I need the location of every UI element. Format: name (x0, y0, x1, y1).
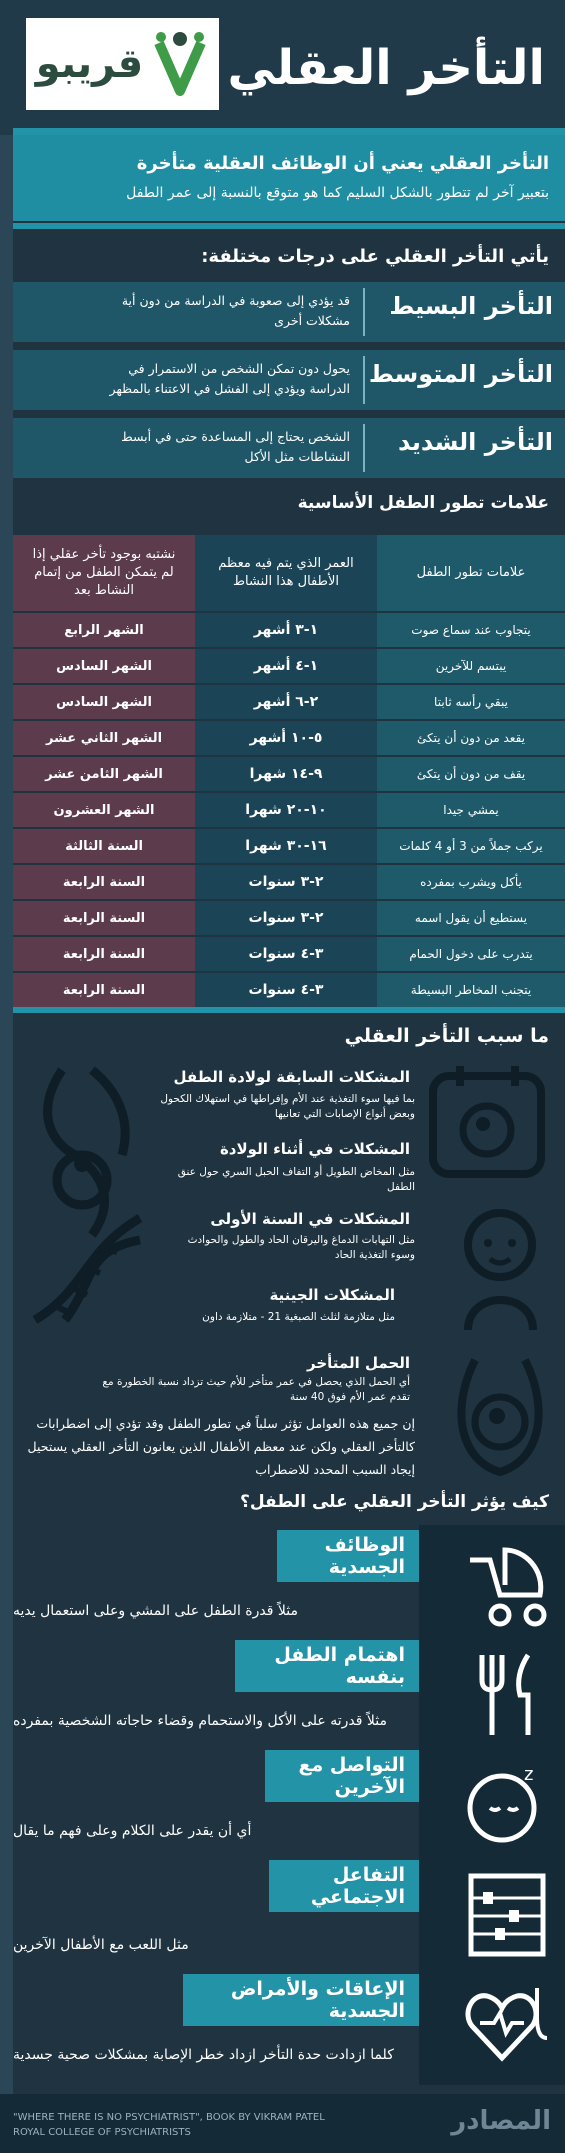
cause-desc: مثل المخاض الطويل أو التفاف الحبل السري حول عنق الطفل (177, 1166, 415, 1193)
effect-desc: كلما ازدادت حدة التأخر ازداد خطر الإصابة بمشكلات صحية جسدية (13, 2047, 394, 2063)
causes-heading: ما سبب التأخر العقلي (344, 1025, 549, 1047)
table-row (13, 973, 565, 1007)
table-row (13, 649, 565, 683)
milestone-suspect: الشهر العشرون (13, 793, 195, 827)
cause-desc: مثل التهابات الدماغ واليرقان الحاد والطول والحوادث وسوء التغذية الحاد (187, 1234, 415, 1261)
milestone-sign: يستطيع أن يقول اسمه (377, 901, 565, 935)
level-severe (13, 418, 565, 478)
cause-desc: بما فيها سوء التغذية عند الأم وإفراطها في استهلاك الكحول وبعض أنواع الإصابات التي تعانيها (160, 1093, 415, 1120)
table-row (13, 685, 565, 719)
table-header-suspect: نشتبه بوجود تأخر عقلي إذا لم يتمكن الطفل من إتمام النشاط بعد (13, 535, 195, 611)
table-header-sign: علامات تطور الطفل (377, 535, 565, 611)
table-row (13, 793, 565, 827)
divider (13, 1007, 565, 1013)
divider (13, 128, 565, 135)
logo-figure-icon (151, 29, 209, 99)
table-row (13, 829, 565, 863)
milestone-age: ١٦-٣٠ شهرا (195, 829, 377, 863)
intro-banner (13, 135, 565, 221)
milestone-sign: يتدرب على دخول الحمام (377, 937, 565, 971)
divider (363, 424, 365, 472)
baby-icon (448, 1205, 553, 1335)
causes-note: إن جميع هذه العوامل تؤثر سلباً في تطور الطفل وقد تؤدي إلى اضطرابات كالتأخر العقلي ولكن عند معظم الأطفال الذين يعانون التأخر العقلي يستحيل إيجاد السبب المحدد للاضطراب (27, 1416, 415, 1477)
cause-title: الحمل المتأخر (307, 1354, 410, 1372)
svg-text:z: z (524, 1764, 534, 1785)
dna-icon (25, 1210, 150, 1325)
effect-desc: مثلاً قدرة الطفل على المشي وعلى استعمال يديه (13, 1603, 298, 1619)
source-line-2: ROYAL COLLEGE OF PSYCHIATRISTS (13, 2127, 191, 2138)
level-name: التأخر المتوسط (368, 360, 553, 388)
sources-footer (0, 2094, 565, 2153)
heart-stethoscope-icon (462, 1978, 552, 2073)
milestone-suspect: الشهر الثامن عشر (13, 757, 195, 791)
cause-desc: أي الحمل الذي يحصل في عمر متأخر للأم حيث تزداد نسبة الخطورة مع تقدم عمر الأم فوق 40 سنة (102, 1376, 410, 1403)
milestone-age: ٣-٤ سنوات (195, 973, 377, 1007)
level-mild (13, 282, 565, 342)
level-name: التأخر البسيط (389, 292, 553, 320)
fetus-icon (445, 1350, 555, 1480)
sleeping-baby-icon (462, 1758, 552, 1848)
divider (363, 288, 365, 336)
milestone-age: ١-٤ أشهر (195, 649, 377, 683)
effect-label: التفاعل الاجتماعي (269, 1860, 419, 1912)
cause-title: المشكلات في السنة الأولى (210, 1210, 410, 1228)
table-row (13, 757, 565, 791)
logo-text: قريبو (35, 41, 144, 87)
effect-label: الإعاقات والأمراض الجسدية (183, 1974, 419, 2026)
level-name: التأخر الشديد (397, 428, 553, 456)
abacus-icon (465, 1870, 550, 1960)
cause-title: المشكلات في أثناء الولادة (219, 1140, 410, 1158)
milestones-heading: علامات تطور الطفل الأساسية (297, 493, 549, 513)
page-title: التأخر العقلي (227, 40, 545, 96)
cause-desc: مثل متلازمة لثلث الصبغية 21 - متلازمة داون (202, 1311, 395, 1323)
level-desc: الشخص يحتاج إلى المساعدة حتى في أبسط النشاطات مثل الأكل (121, 429, 350, 464)
milestone-sign: يقعد من دون أن يتكئ (377, 721, 565, 755)
table-row (13, 937, 565, 971)
table-row (13, 613, 565, 647)
milestone-sign: يتجنب المخاطر البسيطة (377, 973, 565, 1007)
divider (363, 356, 365, 404)
milestone-age: ٢-٣ سنوات (195, 901, 377, 935)
logo (26, 18, 219, 110)
effect-desc: مثل اللعب مع الأطفال الآخرين (13, 1937, 189, 1953)
milestone-sign: يتجاوب عند سماع صوت (377, 613, 565, 647)
cause-title: المشكلات السابقة لولادة الطفل (173, 1068, 410, 1086)
milestone-sign: يركب جملاً من 3 أو 4 كلمات (377, 829, 565, 863)
milestone-suspect: السنة الرابعة (13, 865, 195, 899)
table-row (13, 865, 565, 899)
table-row (13, 721, 565, 755)
milestone-age: ١٠-٢٠ شهرا (195, 793, 377, 827)
intro-line-1: التأخر العقلي يعني أن الوظائف العقلية متأخرة (136, 153, 549, 174)
milestone-suspect: الشهر السادس (13, 649, 195, 683)
effect-label: اهتمام الطفل بنفسه (235, 1640, 419, 1692)
milestone-suspect: السنة الثالثة (13, 829, 195, 863)
source-line-1: "WHERE THERE IS NO PSYCHIATRIST", BOOK BY VIKRAM PATEL (13, 2112, 325, 2123)
table-header-age: العمر الذي يتم فيه معظم الأطفال هذا النشاط (195, 535, 377, 611)
level-moderate (13, 350, 565, 410)
cause-title: المشكلات الجينية (269, 1286, 395, 1304)
milestone-suspect: السنة الرابعة (13, 937, 195, 971)
milestone-age: ٢-٦ أشهر (195, 685, 377, 719)
milestone-age: ٣-٤ سنوات (195, 937, 377, 971)
levels-heading: يأتي التأخر العقلي على درجات مختلفة: (201, 246, 549, 267)
milestone-suspect: السنة الرابعة (13, 973, 195, 1007)
stroller-icon (455, 1540, 555, 1630)
effects-heading: كيف يؤثر التأخر العقلي على الطفل؟ (240, 1492, 549, 1512)
sources-text (13, 2110, 325, 2140)
effect-desc: أي أن يقدر على الكلام وعلى فهم ما يقال (13, 1823, 252, 1839)
divider (13, 223, 565, 229)
milestone-age: ٢-٣ سنوات (195, 865, 377, 899)
effect-desc: مثلاً قدرته على الأكل والاستحمام وقضاء حاجاته الشخصية بمفرده (13, 1713, 387, 1729)
fork-knife-icon (470, 1650, 545, 1740)
level-desc: قد يؤدي إلى صعوبة في الدراسة من دون أية مشكلات أخرى (121, 293, 350, 328)
milestone-suspect: الشهر السادس (13, 685, 195, 719)
milestone-age: ٥-١٠ أشهر (195, 721, 377, 755)
milestone-suspect: الشهر الثاني عشر (13, 721, 195, 755)
calendar-baby-icon (425, 1062, 550, 1182)
milestone-sign: يبتسم للآخرين (377, 649, 565, 683)
milestone-sign: يمشي جيدا (377, 793, 565, 827)
table-row (13, 901, 565, 935)
left-stripe (0, 0, 13, 2153)
milestone-age: ١-٣ أشهر (195, 613, 377, 647)
milestone-sign: يأكل ويشرب بمفرده (377, 865, 565, 899)
milestone-sign: يبقي رأسه ثابتا (377, 685, 565, 719)
milestone-sign: يقف من دون أن يتكئ (377, 757, 565, 791)
intro-line-2: بتعبير آخر لم تتطور بالشكل السليم كما هو متوقع بالنسبة إلى عمر الطفل (126, 185, 549, 201)
level-desc: يحول دون تمكن الشخص من الاستمرار في الدراسة ويؤدي إلى الفشل في الاعتناء بالمظهر (109, 361, 350, 396)
sources-heading: المصادر (451, 2106, 551, 2136)
effect-label: الوظائف الجسدية (277, 1530, 419, 1582)
milestone-suspect: السنة الرابعة (13, 901, 195, 935)
effect-label: التواصل مع الآخرين (265, 1750, 419, 1802)
milestone-suspect: الشهر الرابع (13, 613, 195, 647)
milestone-age: ٩-١٤ شهرا (195, 757, 377, 791)
header (0, 0, 565, 135)
